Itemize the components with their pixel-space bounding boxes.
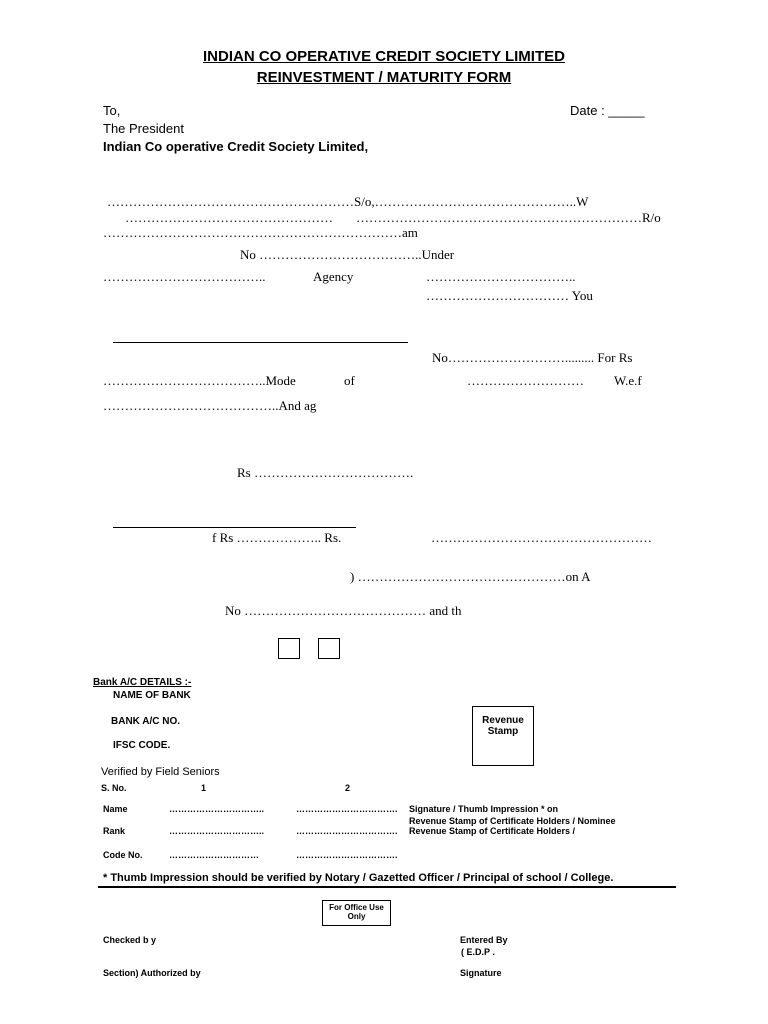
col-2-label: 2 [345,783,351,793]
office-use-label-2: Only [347,912,366,921]
body-line-7[interactable]: No………………………......... For Rs [432,350,633,365]
divider-line [113,342,408,343]
date-field[interactable]: Date : _____ [570,103,645,118]
body-line-3[interactable]: ……………………………………………………………am [103,225,418,240]
body-line-8a[interactable]: ………………………………..Mode [103,373,296,388]
body-line-12[interactable]: ) …………………………………………on A [350,569,591,584]
body-line-8d: W.e.f [614,373,642,388]
address-to: To, [103,103,121,118]
office-use-box [322,900,391,926]
checked-by-label: Checked b y [103,935,157,945]
stamp-label-1: Revenue [482,715,524,726]
option-checkbox-2[interactable] [318,638,340,659]
body-line-5a[interactable]: ……………………………….. [103,269,266,284]
authorized-by-label: Section) Authorized by [103,968,201,978]
body-line-10[interactable]: Rs ………………………………. [237,465,414,480]
bank-heading: Bank A/C DETAILS :- [93,677,192,688]
signature-label: Signature [460,968,502,978]
name-field-2[interactable]: ……………………………. [296,804,398,814]
address-recipient: The President [103,121,184,136]
signature-note-1: Signature / Thumb Impression * on [409,804,559,814]
body-line-5c[interactable]: …………………………….. [426,269,576,284]
body-line-2b[interactable]: …………………………………………………………R/o [356,210,661,225]
org-title: INDIAN CO OPERATIVE CREDIT SOCIETY LIMITED [203,48,565,65]
option-checkbox-1[interactable] [278,638,300,659]
edp-label: ( E.D.P . [461,947,495,957]
revenue-stamp-box [472,706,534,766]
rank-field-2[interactable]: ……………………………. [296,826,398,836]
rank-field-1[interactable]: ………………………….. [169,826,265,836]
row-label-code: Code No. [103,850,143,860]
row-label-rank: Rank [103,826,126,836]
code-field-1[interactable]: ………………………… [169,850,259,860]
footer-rule [98,886,676,888]
body-line-5b: Agency [313,269,354,284]
stamp-label-2: Stamp [487,726,519,737]
body-line-2a[interactable]: ………………………………………… [125,210,333,225]
body-line-8b: of [344,373,355,388]
name-field-1[interactable]: ………………………….. [169,804,265,814]
body-line-6[interactable]: …………………………… You [426,288,593,303]
body-line-4[interactable]: No ………………………………..Under [240,247,455,262]
thumb-note: * Thumb Impression should be verified by Notary / Gazetted Officer / Principal of school / College. [103,872,614,884]
sno-label: S. No. [101,783,127,793]
row-label-name: Name [103,804,128,814]
body-line-9[interactable]: …………………………………..And ag [103,398,317,413]
body-line-11a[interactable]: f Rs ……………….. Rs. [212,530,342,545]
entered-by-label: Entered By [460,935,508,945]
body-line-11b[interactable]: …………………………………………… [431,530,652,545]
verified-heading: Verified by Field Seniors [101,766,220,778]
signature-note-2: Revenue Stamp of Certificate Holders / Nominee [409,816,616,826]
body-line-1[interactable]: …………………………………………………S/o,………………………………………..W [107,194,589,209]
address-org: Indian Co operative Credit Society Limited, [103,139,369,154]
bank-ac-label: BANK A/C NO. [111,716,181,727]
col-1-label: 1 [201,783,207,793]
divider-line-2 [113,527,356,528]
ifsc-label: IFSC CODE. [113,740,171,751]
signature-note-3: Revenue Stamp of Certificate Holders / [409,826,576,836]
form-title: REINVESTMENT / MATURITY FORM [256,69,512,86]
body-line-13[interactable]: No …………………………………… and th [225,603,462,618]
office-use-label-1: For Office Use [329,903,384,912]
bank-name-label: NAME OF BANK [113,690,191,701]
body-line-8c[interactable]: ……………………… [467,373,584,388]
code-field-2[interactable]: ……………………………. [296,850,398,860]
